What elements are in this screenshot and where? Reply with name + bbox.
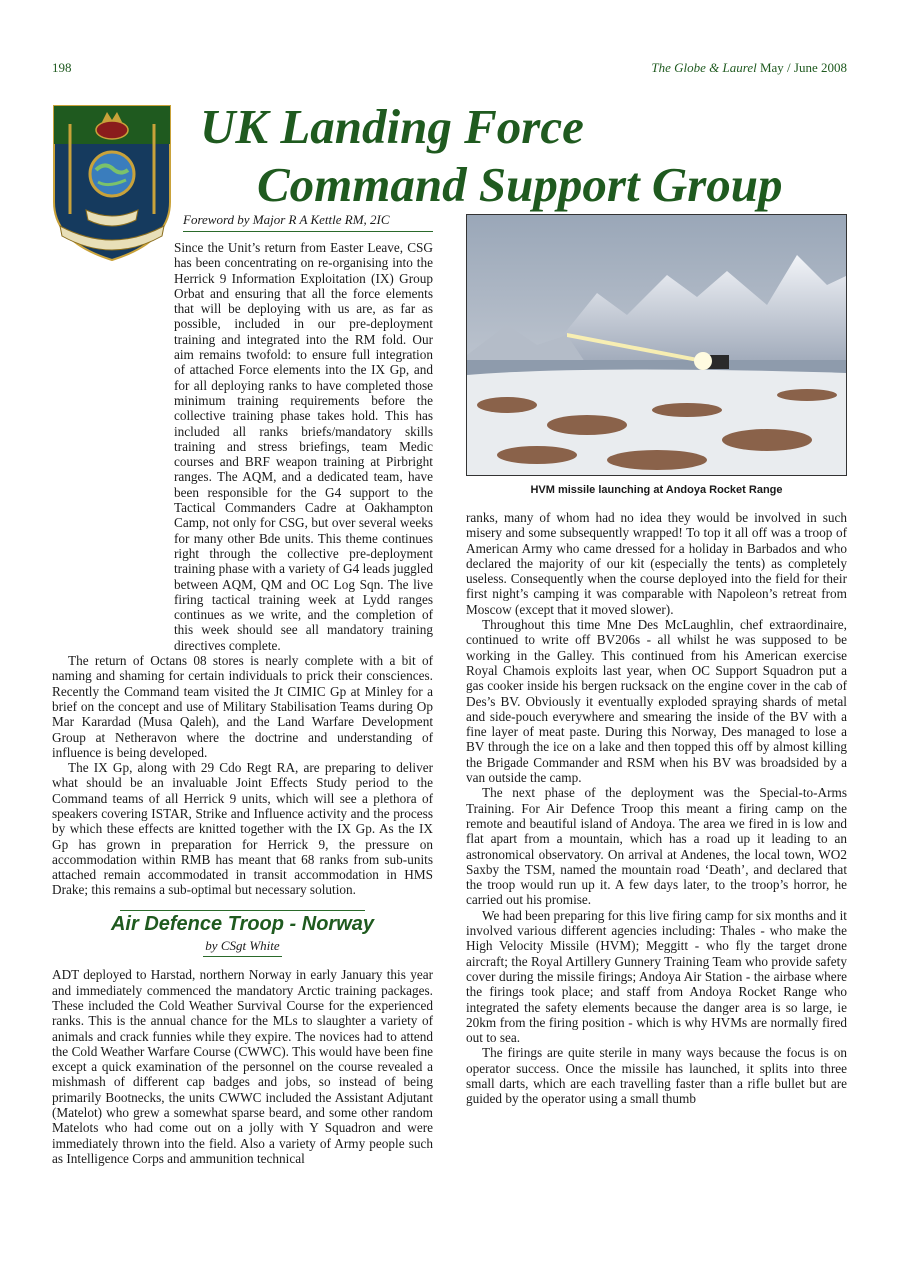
section-heading-block bbox=[52, 910, 433, 935]
divider bbox=[120, 910, 365, 911]
left-column bbox=[52, 240, 433, 1166]
byline-text: by CSgt White bbox=[203, 938, 281, 957]
photo-caption: HVM missile launching at Andoya Rocket Range bbox=[530, 484, 783, 496]
foreword-byline: Foreword by Major R A Kettle RM, 2IC bbox=[183, 212, 433, 232]
page-number: 198 bbox=[52, 60, 72, 75]
title-line-1: UK Landing Force bbox=[200, 99, 584, 154]
article-paragraph: Throughout this time Mne Des McLaughlin, chef extraordinaire, continued to write off BV206s - all whilst he was supposed to be working in the Galley. This continued from his American exercise Royal Chamois exploits last year, when OC Support Squadron put a gas cooker inside his bergen rucksack on the engine cover in the cab of Des’s BV. Obviously it eventually exploded spraying shards of metal and side-pouch everywhere and smearing the inside of the BV with a fine layer of meat paste. During this Norway, Des managed to lose a BV through the ice on a lake and then topped this off by almost killing the Brigade Commander and RSM when his BV was broadsided by a van outside the camp. bbox=[466, 617, 847, 786]
article-paragraph: The firings are quite sterile in many ways because the focus is on operator success. Once the missile has launched, it splits into three small darts, which are each travelling faster than a rifle bullet but are guided by the operator using a small thumb bbox=[466, 1045, 847, 1107]
article-paragraph: The next phase of the deployment was the Special-to-Arms Training. For Air Defence Troop this meant a firing camp on the remote and beautiful island of Andoya. The area we fired in is low and flat apart from a mountain, which has a road up it leading to an astronomical observatory. On arrival at Andenes, the local town, WO2 Saxby the TSM, named the mountain road ‘Death’, and declared that the troop would run up it. A few days later, to the troop’s horror, he carried out his promise. bbox=[466, 785, 847, 908]
hvm-missile-launch-photo bbox=[466, 214, 847, 476]
article-paragraph: The IX Gp, along with 29 Cdo Regt RA, are preparing to deliver what should be an invaluable Joint Effects Study period to the Command teams of all Herrick 9 units, which will see a plethora of speakers covering ISTAR, Strike and Influence activity and the process by which these effects are knitted together with the IX Gp. As the IX Gp has grown in preparation for Herrick 9, the pressure on accommodation within RMB has meant that 68 ranks from sub-units attached remain accommodated in transit accommodation in HMS Drake; this remains a sub-optimal but necessary solution. bbox=[52, 760, 433, 898]
issue-date: May / June 2008 bbox=[759, 60, 847, 75]
publication-name: The Globe & Laurel bbox=[651, 60, 757, 75]
article-paragraph: Since the Unit’s return from Easter Leave, CSG has been concentrating on re-organising into the Herrick 9 Information Exploitation (IX) Group Orbat and ensuring that all the force elements that will be deploying with us are, as far as possible, included in our pre-deployment training and integrated into the RM fold. Our aim remains twofold: to ensure full integration of attached Force elements into the IX Gp, and for all deploying ranks to have completed those minimum training requirements before the collective training phase takes hold. This has included all ranks briefs/mandatory skills training and stress briefings, team Medic courses and BRF weapon training at Pirbright ranges. The AQM, and a dedicated team, have been responsible for the G4 support to the Tactical Commanders Cadre at Oakhampton Camp, not only for CSG, but over several weeks for many other Bde units. This theme continues right through the collective pre-deployment training phase with a variety of G4 leads juggled between AQM, QM and OC Log Sqn. The live firing tactical training week at Lydd ranges continues as we write, and the completion of this week should see all mandatory training directives complete. bbox=[174, 240, 433, 653]
right-column bbox=[466, 510, 847, 1107]
running-head bbox=[651, 60, 847, 76]
section-heading: Air Defence Troop - Norway bbox=[110, 912, 375, 935]
page-title bbox=[200, 98, 850, 214]
article-paragraph: ADT deployed to Harstad, northern Norway in early January this year and immediately commenced the mandatory Arctic training packages. These included the Cold Weather Survival Course for the experienced ranks. This is the annual chance for the MLs to slaughter a variety of animals and crack funnies while they expire. The novices had to attend the Cold Weather Warfare Course (CWWC). This would have been fine except a quick examination of the personnel on the course revealed a mishmash of different cap badges and jobs, so instead of being primarily Bootnecks, the units CWWC included the Assistant Adjutant (Matelot) who grew a somewhat sparse beard, and some other random Matelots who had come out on a jolly with Y Squadron and were immediately thrown into the field. Also a variety of Army people such as Intelligence Corps and ammunition technical bbox=[52, 967, 433, 1166]
article-paragraph: We had been preparing for this live firing camp for six months and it involved various different agencies including: Thales - who make the High Velocity Missile (HVM); Meggitt - who fly the target drone aircraft; the Royal Artillery Gunnery Training Team who provide safety cover during the missile firings; Andoya Air Station - the airbase where the firings took place; and staff from Andoya Rocket Range who integrated the safety elements because the danger area is so large, ie 20km from the firing position - which is why HVMs are normally fired out to sea. bbox=[466, 907, 847, 1046]
article-paragraph: ranks, many of whom had no idea they would be involved in such misery and some subsequently wrapped! To top it all off was a troop of American Army who came dressed for a holiday in Barbados and who declared the majority of our kit (especially the tents) as completely useless. Consequently when the course deployed into the field for their first night’s camping it was comparable with Napoleon’s retreat from Moscow (except that it moved slower). bbox=[466, 510, 847, 617]
article-paragraph: The return of Octans 08 stores is nearly complete with a bit of naming and shaming for certain individuals to prick their consciences. Recently the Command team visited the Jt CIMIC Gp at Minley for a brief on the concept and use of Military Stabilisation Teams during Op Mar Karardad (Musa Qaleh), and the Land Warfare Development Group at Netheravon where the doctrine and understanding of influence is being developed. bbox=[52, 653, 433, 760]
section-byline bbox=[52, 938, 433, 957]
title-line-2: Command Support Group bbox=[257, 157, 783, 212]
